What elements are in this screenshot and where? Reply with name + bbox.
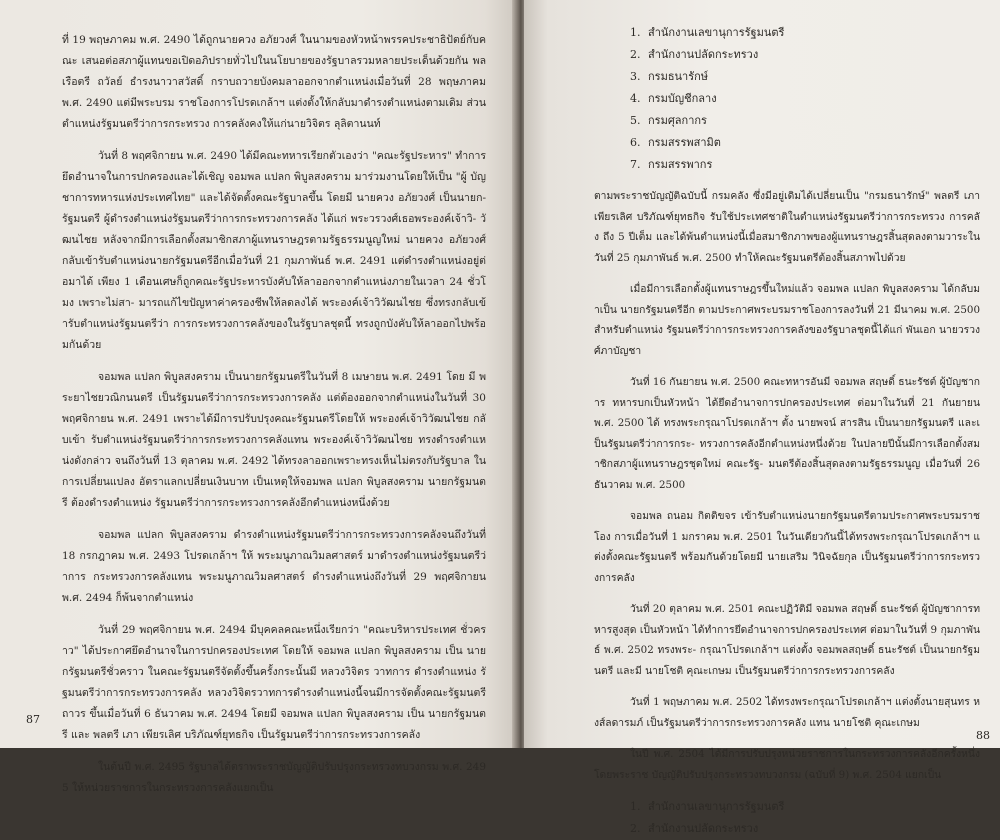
paragraph: ในปี พ.ศ. 2504 ได้มีการปรับปรุงหน่วยราชการในกระทรวงการคลังอีกครั้งหนึ่งโดยพระราช บัญญัติปรับปรุงกระทรวงทบวงกรม (ฉบับที่ 9) พ.ศ. 2504 แยกเป็น [594, 748, 980, 781]
page-number: 88 [976, 729, 990, 742]
list-item: 2. สำนักงานปลัดกระทรวง [630, 822, 759, 835]
paragraph: วันที่ 8 พฤศจิกายน พ.ศ. 2490 ได้มีคณะทหารเรียกตัวเองว่า "คณะรัฐประหาร" ทำการยึดอำนาจในการปกครองและได้เชิญ จอมพล แปลก พิบูลสงคราม มาร่วมงานโดยให้เป็น "ผู้ บัญชาการทหารแห่งประเทศไทย" และได้จัดตั้งคณะรัฐบาลขึ้น โดยมี นายควง อภัยวงศ์ เป็นนายก- รัฐมนตรี ผู้ดำรงตำแหน่งรัฐมนตรีว่าการกระทรวงการคลัง ได้แก่ พระวรวงศ์เธอพระองค์เจ้าวิ- วัฒนไชย หลังจากมีการเลือกตั้งสมาชิกสภาผู้แทนราษฎรตามรัฐธรรมนูญใหม่ นายควง อภัยวงศ์ กลับเข้ารับตำแหน่งนายกรัฐมนตรีอีกเมื่อวันที่ 21 กุมภาพันธ์ พ.ศ. 2491 แต่ดำรงตำแหน่งอยู่ต่อมาได้ เพียง 1 เดือนเศษก็ถูกคณะรัฐประหารบังคับให้ลาออกจากตำแหน่งภายในเวลา 24 ชั่วโมง เพราะไม่สา- มารถแก้ไขปัญหาค่าครองชีพให้ลดลงได้ พระองค์เจ้าวิวัฒนไชย ซึ่งทรงกลับเข้ารับตำแหน่งรัฐมนตรีว่า การกระทรวงการคลังของในรัฐบาลชุดนี้ ทรงถูกบังคับให้ลาออกไปพร้อมกันด้วย [62, 150, 486, 351]
list-item: 3. กรมธนารักษ์ [630, 70, 709, 83]
list-item: 6. กรมสรรพสามิต [630, 136, 721, 149]
department-list [594, 22, 980, 176]
page-number: 87 [26, 713, 40, 726]
paragraph: วันที่ 16 กันยายน พ.ศ. 2500 คณะทหารอันมี จอมพล สฤษดิ์ ธนะรัชต์ ผู้บัญชาการ ทหารบกเป็นหัวหน้า ได้ยึดอำนาจการปกครองประเทศ ต่อมาในวันที่ 21 กันยายน พ.ศ. 2500 ได้ ทรงพระกรุณาโปรดเกล้าฯ ตั้ง นายพจน์ สารสิน เป็นนายกรัฐมนตรี และเป็นรัฐมนตรีว่าการกระ- ทรวงการคลังอีกตำแหน่งหนึ่งด้วย ในปลายปีนั้นมีการเลือกตั้งสมาชิกสภาผู้แทนราษฎรชุดใหม่ คณะรัฐ- มนตรีต้องสิ้นสุดลงตามรัฐธรรมนูญ เมื่อวันที่ 26 ธันวาคม พ.ศ. 2500 [594, 376, 980, 491]
list-item: 4. กรมบัญชีกลาง [630, 92, 717, 105]
department-list [594, 796, 980, 840]
paragraph: วันที่ 1 พฤษภาคม พ.ศ. 2502 ได้ทรงพระกรุณาโปรดเกล้าฯ แต่งตั้งนายสุนทร หงส์ลดารมภ์ เป็นรัฐมนตรีว่าการกระทรวงการคลัง แทน นายโชติ คุณะเกษม [594, 696, 980, 729]
paragraph: จอมพล แปลก พิบูลสงคราม เป็นนายกรัฐมนตรีในวันที่ 8 เมษายน พ.ศ. 2491 โดย มี พระยาไชยวณิกนนตรี เป็นรัฐมนตรีว่าการกระทรวงการคลัง แต่ต้องออกจากตำแหน่งในวันที่ 30 พฤศจิกายน พ.ศ. 2491 เพราะได้มีการปรับปรุงคณะรัฐมนตรีโดยให้ พระองค์เจ้าวิวัฒนไชย กลับเข้า รับตำแหน่งรัฐมนตรีว่าการกระทรวงการคลังแทน พระองค์เจ้าวิวัฒนไชย ทรงดำรงตำแหน่งดังกล่าว จนถึงวันที่ 13 ตุลาคม พ.ศ. 2492 ได้ทรงลาออกเพราะทรงเห็นไม่ตรงกับรัฐบาล ในการเปลี่ยนแปลง อัตราแลกเปลี่ยนเงินบาท เป็นเหตุให้จอมพล แปลก พิบูลสงคราม นายกรัฐมนตรี ต้องดำรงตำแหน่ง รัฐมนตรีว่าการกระทรวงการคลังอีกตำแหน่งหนึ่งด้วย [62, 371, 486, 509]
paragraph: วันที่ 20 ตุลาคม พ.ศ. 2501 คณะปฏิวัติมี จอมพล สฤษดิ์ ธนะรัชต์ ผู้บัญชาการทหารสูงสุด เป็นหัวหน้า ได้ทำการยึดอำนาจการปกครองประเทศ ต่อมาในวันที่ 9 กุมภาพันธ์ พ.ศ. 2502 ทรงพระ- กรุณาโปรดเกล้าฯ แต่งตั้ง จอมพลสฤษดิ์ ธนะรัชต์ เป็นนายกรัฐมนตรี และมี นายโชติ คุณะเกษม เป็นรัฐมนตรีว่าการกระทรวงการคลัง [594, 603, 980, 677]
list-item: 2. สำนักงานปลัดกระทรวง [630, 48, 759, 61]
list-item: 5. กรมศุลกากร [630, 114, 707, 127]
paragraph: จอมพล แปลก พิบูลสงคราม ดำรงตำแหน่งรัฐมนตรีว่าการกระทรวงการคลังจนถึงวันที่ 18 กรกฎาคม พ.ศ. 2493 โปรดเกล้าฯ ให้ พระมนูภาณวิมลศาสตร์ มาดำรงตำแหน่งรัฐมนตรีว่าการ กระทรวงการคลังแทน พระมนูภาณวิมลศาสตร์ ดำรงตำแหน่งถึงวันที่ 29 พฤศจิกายน พ.ศ. 2494 ก็พ้นจากตำแหน่ง [62, 529, 486, 604]
paragraph: วันที่ 29 พฤศจิกายน พ.ศ. 2494 มีบุคคลคณะหนึ่งเรียกว่า "คณะบริหารประเทศ ชั่วคราว" ได้ประกาศยึดอำนาจในการปกครองประเทศ โดยให้ จอมพล แปลก พิบูลสงคราม เป็น นายกรัฐมนตรีชั่วคราว ในคณะรัฐมนตรีจัดตั้งขึ้นครั้งกระนั้นมี หลวงวิจิตร วาทการ ดำรงตำแหน่ง รัฐมนตรีว่าการกระทรวงการคลัง หลวงวิจิตรวาทการดำรงตำแหน่งนี้จนมีการจัดตั้งคณะรัฐมนตรีถาวร ขึ้นเมื่อวันที่ 6 ธันวาคม พ.ศ. 2494 โดยมี จอมพล แปลก พิบูลสงคราม เป็น นายกรัฐมนตรี และ พลตรี เภา เพียรเลิศ บริภัณฑ์ยุทธกิจ เป็นรัฐมนตรีว่าการกระทรวงการคลัง [62, 624, 486, 741]
paragraph: ในต้นปี พ.ศ. 2495 รัฐบาลได้ตราพระราชบัญญัติปรับปรุงกระทรวงทบวงกรม พ.ศ. 2495 ให้หน่วยราชการในกระทรวงการคลังแยกเป็น [62, 761, 486, 794]
list-item: 7. กรมสรรพากร [630, 158, 713, 171]
paragraph: จอมพล ถนอม กิตติขจร เข้ารับตำแหน่งนายกรัฐมนตรีตามประกาศพระบรมราชโอง การเมื่อวันที่ 1 มกราคม พ.ศ. 2501 ในวันเดียวกันนี้ได้ทรงพระกรุณาโปรดเกล้าฯ แต่งตั้งคณะรัฐมนตรี พร้อมกันด้วยโดยมี นายเสริม วินิจฉัยกุล เป็นรัฐมนตรีว่าการกระทรวงการคลัง [594, 510, 980, 584]
right-page [524, 0, 1000, 835]
list-item: 1. สำนักงานเลขานุการรัฐมนตรี [630, 26, 785, 39]
left-page [0, 0, 516, 794]
paragraph: ที่ 19 พฤษภาคม พ.ศ. 2490 ได้ถูกนายควง อภัยวงศ์ ในนามของหัวหน้าพรรคประชาธิปัตย์กับคณะ เสนอต่อสภาผู้แทนขอเปิดอภิปรายทั่วไปในนโยบายของรัฐบาลรวมหลายประเด็นด้วยกัน พลเรือตรี ถวัลย์ ธำรงนาวาสวัสดิ์ กราบถวายบังคมลาออกจากตำแหน่งเมื่อวันที่ 28 พฤษภาคม พ.ศ. 2490 แต่มีพระบรม ราชโองการโปรดเกล้าฯ แต่งตั้งให้กลับมาดำรงตำแหน่งตามเดิม ส่วนตำแหน่งรัฐมนตรีว่าการกระทรวง การคลังคงให้แก่นายวิจิตร ลุลิตานนท์ [62, 34, 486, 130]
list-item: 1. สำนักงานเลขานุการรัฐมนตรี [630, 800, 785, 813]
paragraph: เมื่อมีการเลือกตั้งผู้แทนราษฎรขึ้นใหม่แล้ว จอมพล แปลก พิบูลสงคราม ได้กลับมาเป็น นายกรัฐมนตรีอีก ตามประกาศพระบรมราชโองการลงวันที่ 21 มีนาคม พ.ศ. 2500 สำหรับตำแหน่ง รัฐมนตรีว่าการกระทรวงการคลังของรัฐบาลชุดนี้ได้แก่ พันเอก นายวรวงศ์ภาบัญชา [594, 283, 980, 357]
paragraph: ตามพระราชบัญญัติฉบับนี้ กรมคลัง ซึ่งมีอยู่เดิมได้เปลี่ยนเป็น "กรมธนารักษ์" พลตรี เภา เพียรเลิศ บริภัณฑ์ยุทธกิจ รับใช้ประเทศชาติในตำแหน่งรัฐมนตรีว่าการกระทรวง การคลัง ถึง 5 ปีเต็ม และได้พ้นตำแหน่งนี้เมื่อสมาชิกภาพของผู้แทนราษฎรสิ้นสุดลงตามวาระในวันที่ 25 กุมภาพันธ์ พ.ศ. 2500 ทำให้คณะรัฐมนตรีต้องสิ้นสภาพไปด้วย [594, 190, 980, 264]
